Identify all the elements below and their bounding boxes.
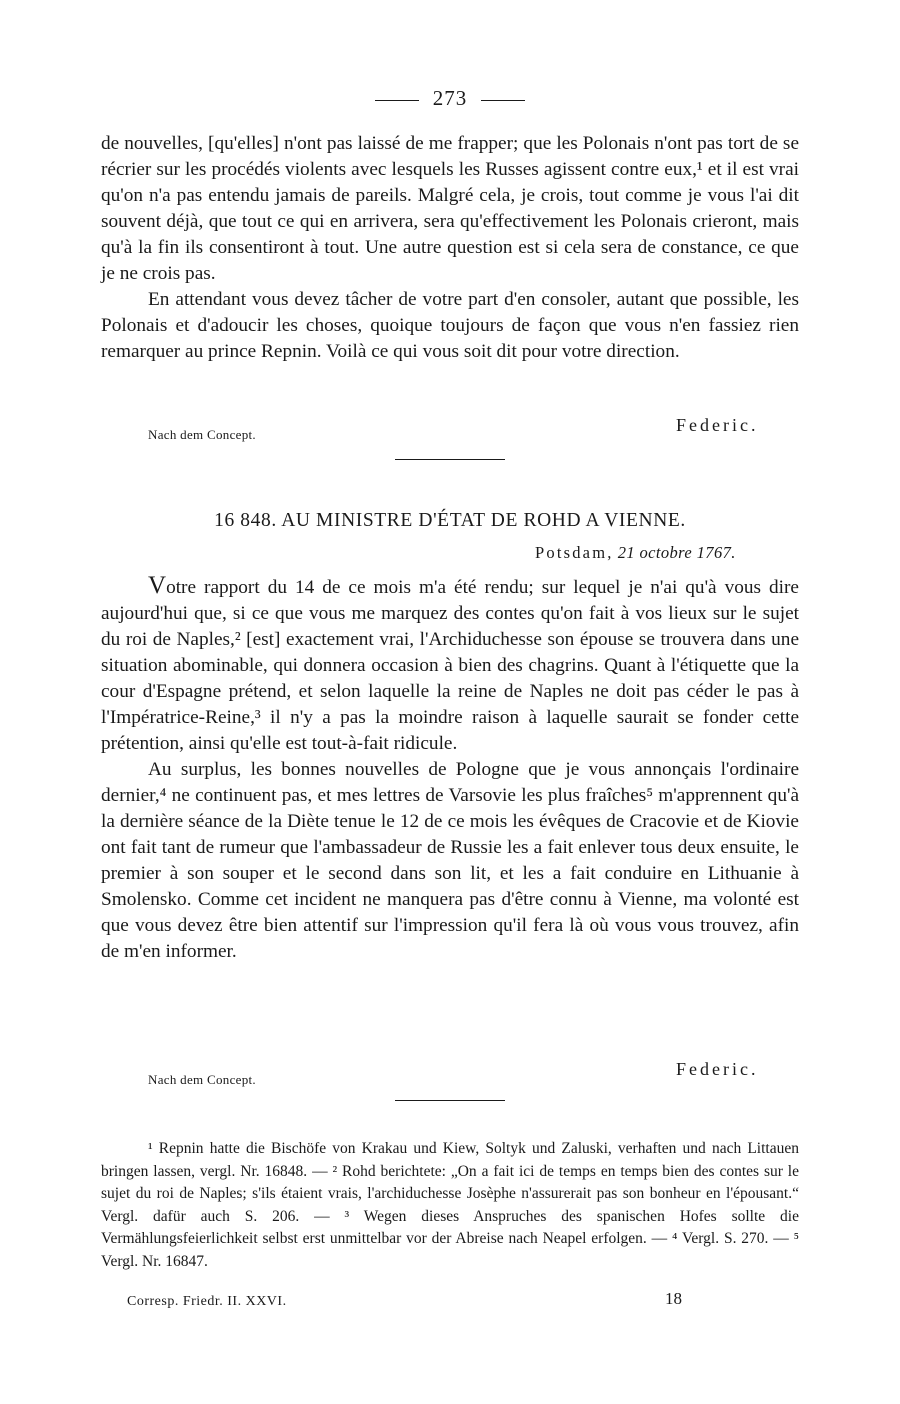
page-number-dash-right [481,100,525,101]
footer-series-title: Corresp. Friedr. II. XXVI. [127,1294,287,1309]
letter-2-place: Potsdam, [535,543,614,562]
letter-2-date: 21 octobre 1767. [617,543,736,562]
letter-1-paragraph-1: de nouvelles, [qu'elles] n'ont pas laissé de me frapper; que les Polonais n'ont pas tort de se récrier sur les procédés violents avec lesquels les Russes agissent contre eux,¹ et il est vrai qu'on n'a pas entendu jamais de pareils. Malgré cela, je crois, tout comme je vous l'ai dit souvent déjà, que tout ce qui en arrivera, sera qu'effectivement les Polonais crieront, mais qu'à la fin ils consentiront à tout. Une autre question est si cela sera de constance, ce que je ne crois pas. [101,133,799,284]
letter-1-signature: Federic. [676,415,759,435]
letter-2-body [101,573,799,965]
letter-2-paragraph-2: Au surplus, les bonnes nouvelles de Pologne que je vous annonçais l'ordinaire dernier,⁴ ne continuent pas, et mes lettres de Varsovie les plus fraîches⁵ m'apprennent qu'à la dernière séance de la Diète tenue le 12 de ce mois les évêques de Cracovie et de Kiovie ont fait tant de rumeur que l'ambassadeur de Russie les a fait enlever tous deux ensuite, le premier à son souper et le second dans son lit, et les a fait conduire en Lithuanie à Smolensko. Comme cet incident ne manquera pas d'être connu à Vienne, ma volonté est que vous devez être bien attentif sur l'impression qu'il fera là où vous vous trouvez, afin de m'en informer. [101,759,799,962]
letter-2-signature: Federic. [676,1059,759,1079]
letter-1-body [101,131,799,365]
letter-1-paragraph-2: En attendant vous devez tâcher de votre part d'en consoler, autant que possible, les Polonais et d'adoucir les choses, quoique toujours de façon que vous n'en fassiez rien remarquer au prince Repnin. Voilà ce qui vous soit dit pour votre direction. [101,289,799,362]
letter-2-heading: 16 848. AU MINISTRE D'ÉTAT DE ROHD A VIENNE. [214,510,686,531]
footer-sheet-number: 18 [665,1289,682,1308]
footnotes [101,1138,799,1273]
page-number-header [0,86,900,111]
letter-2-paragraph-1: Votre rapport du 14 de ce mois m'a été rendu; sur lequel je n'ai qu'à vous dire aujourd'hui que, si ce que vous me marquez des contes qu'on fait à vos lieux sur le sujet du roi de Naples,² [est] exactement vrai, l'Archiduchesse son épouse se trouvera dans une situation abominable, qui donnera occasion à bien des chagrins. Quant à l'étiquette que la cour d'Espagne prétend, et selon laquelle la reine de Naples ne doit pas céder le pas à l'Impératrice-Reine,³ il n'y a pas la moindre raison à laquelle saurait se fonder cette prétention, ainsi qu'elle est tout-à-fait ridicule. [101,572,799,754]
section-divider-2 [395,1100,505,1101]
section-divider-1 [395,459,505,460]
page-number: 273 [432,86,468,110]
letter-2-dateline [535,543,736,563]
letter-1-source-note: Nach dem Concept. [148,427,256,442]
footnotes-text: ¹ Repnin hatte die Bischöfe von Krakau und Kiew, Soltyk und Zaluski, verhaften und nach Littauen bringen lassen, vergl. Nr. 16848. — ² Rohd berichtete: „On a fait ici de temps en temps bien des contes sur le sujet du roi de Naples; s'ils étaient vrais, l'archiduchesse Josèphe n'assurerait pas son bonheur en l'épousant.“ Vergl. dafür auch S. 206. — ³ Wegen dieses Anspruches des spanischen Hofes sollte die Vermählungsfeierlichkeit selbst erst unmittelbar vor der Abreise nach Neapel erfolgen. — ⁴ Vergl. S. 270. — ⁵ Vergl. Nr. 16847. [101,1140,799,1270]
letter-2-source-note: Nach dem Concept. [148,1072,256,1087]
page-number-dash-left [375,100,419,101]
